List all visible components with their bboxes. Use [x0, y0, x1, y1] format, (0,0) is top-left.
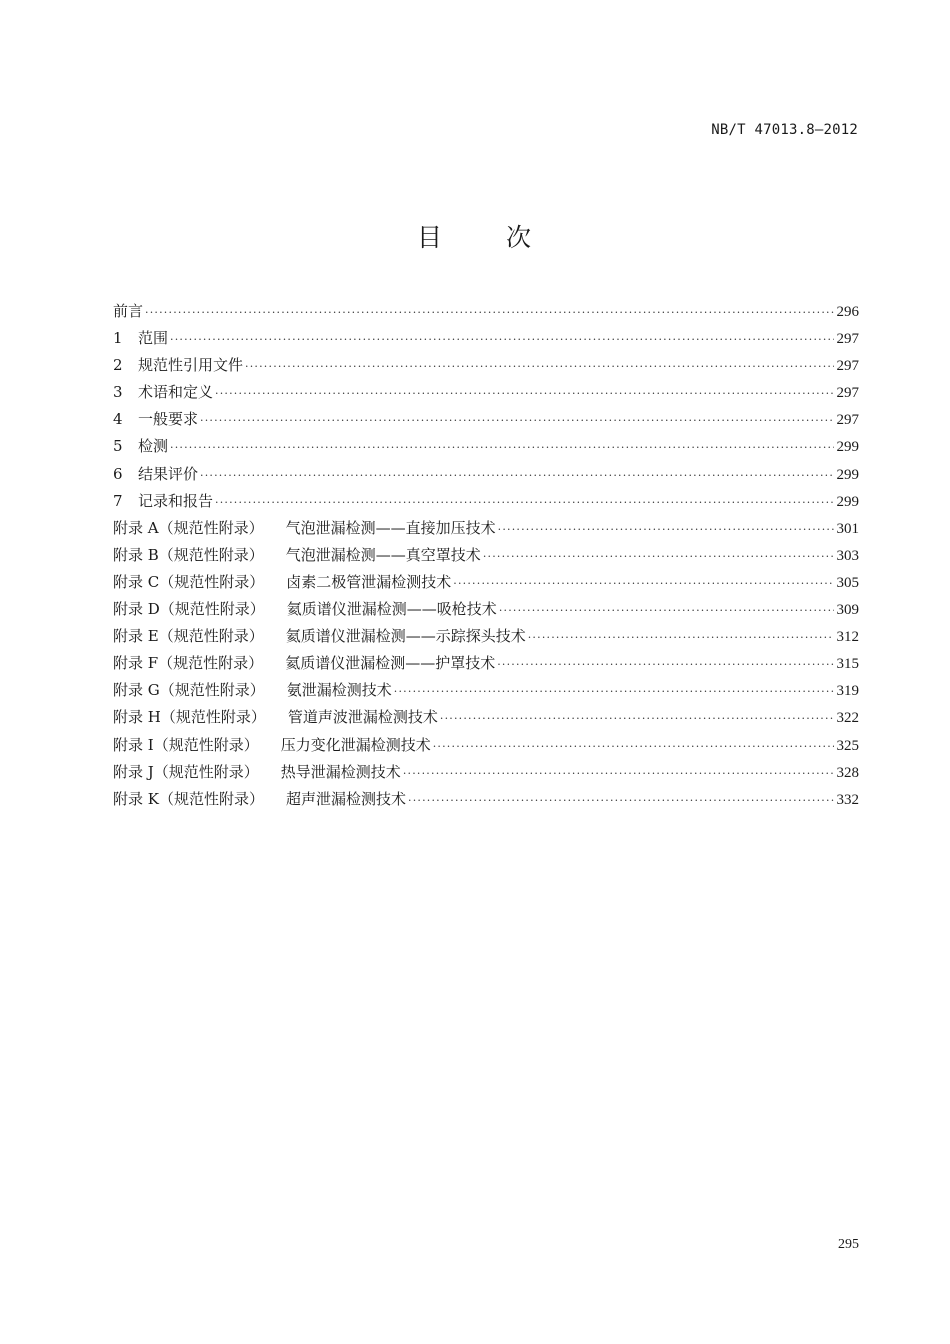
toc-entry-title: 附录 K（规范性附录）	[113, 789, 264, 808]
toc-entry-label	[113, 569, 451, 596]
toc-entry-title: 附录 F（规范性附录）	[113, 654, 264, 673]
toc-entry[interactable]	[113, 759, 859, 786]
toc-entry-label	[113, 515, 496, 542]
toc-entry-title: 规范性引用文件	[138, 356, 244, 375]
toc-entry-number: 5	[113, 437, 123, 456]
toc-entry-page: 297	[836, 385, 859, 402]
toc-entry[interactable]	[113, 650, 859, 677]
toc-dot-leader	[145, 299, 833, 326]
toc-entry-page: 297	[836, 412, 859, 429]
toc-entry[interactable]	[113, 352, 859, 379]
toc-entry-page: 297	[836, 331, 859, 348]
toc-entry[interactable]	[113, 786, 859, 813]
toc-entry-label	[113, 325, 168, 352]
toc-entry-label	[113, 542, 481, 569]
page-title	[0, 218, 950, 254]
toc-entry[interactable]	[113, 406, 859, 433]
toc-entry-title: 检测	[138, 437, 169, 456]
toc-entry-page: 328	[836, 764, 859, 781]
toc-dot-leader	[215, 489, 833, 516]
toc-entry-page: 332	[836, 791, 859, 808]
toc-entry-page: 296	[836, 304, 859, 320]
toc-entry-number: 4	[113, 410, 123, 429]
toc-entry-title: 附录 G（规范性附录）	[113, 681, 265, 700]
toc-entry-label	[113, 488, 213, 515]
toc-entry-title: 术语和定义	[138, 383, 214, 402]
toc-entry-label	[113, 623, 526, 650]
toc-entry-page: 301	[836, 520, 859, 537]
toc-entry-page: 303	[836, 547, 859, 564]
toc-entry-subtitle: 氦质谱仪泄漏检测——护罩技术	[285, 654, 496, 673]
toc-entry[interactable]	[113, 677, 859, 704]
toc-entry-title: 附录 A（规范性附录）	[113, 518, 264, 537]
toc-entry-title: 记录和报告	[138, 491, 214, 510]
toc-entry-label	[113, 461, 198, 488]
toc-dot-leader	[403, 760, 834, 787]
toc-entry[interactable]	[113, 515, 859, 542]
toc-entry-page: 299	[836, 439, 859, 456]
toc-entry-page: 312	[836, 629, 859, 646]
toc-entry[interactable]	[113, 623, 859, 650]
toc-entry[interactable]	[113, 433, 859, 460]
page-title-char-1: 目	[416, 223, 444, 252]
toc-entry-subtitle: 卤素二极管泄漏检测技术	[286, 572, 452, 591]
toc-entry-subtitle: 超声泄漏检测技术	[285, 789, 406, 808]
standard-code: NB/T 47013.8—2012	[711, 122, 858, 138]
toc-entry[interactable]	[113, 298, 859, 325]
toc-dot-leader	[433, 733, 834, 760]
toc-entry-number: 7	[113, 491, 123, 510]
toc-entry-number: 2	[113, 356, 123, 375]
toc-entry-title: 一般要求	[138, 410, 199, 429]
toc-entry-page: 309	[836, 602, 859, 619]
toc-dot-leader	[394, 678, 834, 705]
toc-entry-label	[113, 298, 143, 325]
toc-entry-number: 1	[113, 329, 123, 348]
toc-entry-page: 299	[836, 493, 859, 510]
toc-entry-title: 附录 E（规范性附录）	[113, 627, 264, 646]
toc-entry[interactable]	[113, 461, 859, 488]
toc-entry-title: 范围	[138, 329, 169, 348]
toc-entry-title: 附录 J（规范性附录）	[113, 762, 259, 781]
toc-entry-subtitle: 氨泄漏检测技术	[286, 681, 392, 700]
toc-entry[interactable]	[113, 325, 859, 352]
toc-entry-label	[113, 677, 392, 704]
toc-entry-page: 325	[836, 737, 859, 754]
toc-dot-leader	[245, 353, 833, 380]
toc-dot-leader	[408, 787, 834, 814]
toc-entry-subtitle: 管道声波泄漏检测技术	[287, 708, 438, 727]
toc-entry-label	[113, 759, 401, 786]
toc-entry-number: 6	[113, 464, 123, 483]
toc-entry-subtitle: 热导泄漏检测技术	[280, 762, 401, 781]
toc-entry-label	[113, 596, 497, 623]
toc-entry[interactable]	[113, 488, 859, 515]
toc-dot-leader	[453, 570, 833, 597]
toc-dot-leader	[497, 651, 833, 678]
toc-entry[interactable]	[113, 569, 859, 596]
toc-entry-title: 附录 D（规范性附录）	[113, 600, 265, 619]
toc-entry-subtitle: 氦质谱仪泄漏检测——吸枪技术	[286, 600, 497, 619]
toc-dot-leader	[200, 462, 833, 489]
toc-entry[interactable]	[113, 732, 859, 759]
toc-dot-leader	[170, 326, 833, 353]
toc-entry[interactable]	[113, 596, 859, 623]
toc-dot-leader	[528, 624, 834, 651]
toc-entry-page: 297	[836, 358, 859, 375]
toc-dot-leader	[200, 407, 833, 434]
toc-entry[interactable]	[113, 379, 859, 406]
toc-entry[interactable]	[113, 704, 859, 731]
toc-entry-subtitle: 压力变化泄漏检测技术	[280, 735, 431, 754]
toc-dot-leader	[483, 543, 834, 570]
page-title-char-2: 次	[506, 223, 534, 252]
toc-entry-label	[113, 379, 213, 406]
page-number: 295	[838, 1237, 859, 1252]
toc-entry-page: 319	[836, 683, 859, 700]
toc-entry-subtitle: 气泡泄漏检测——真空罩技术	[285, 545, 481, 564]
toc-dot-leader	[498, 516, 834, 543]
toc-entry-title: 结果评价	[138, 464, 199, 483]
toc-entry-page: 315	[836, 656, 859, 673]
toc-dot-leader	[170, 434, 833, 461]
toc-entry[interactable]	[113, 542, 859, 569]
toc-entry-title: 附录 I（规范性附录）	[113, 735, 259, 754]
toc-entry-title: 附录 H（规范性附录）	[113, 708, 266, 727]
toc-dot-leader	[440, 705, 834, 732]
table-of-contents	[113, 298, 859, 813]
toc-entry-label	[113, 352, 243, 379]
toc-entry-title: 前言	[113, 302, 144, 320]
toc-entry-label	[113, 650, 495, 677]
toc-entry-subtitle: 氦质谱仪泄漏检测——示踪探头技术	[285, 627, 526, 646]
toc-entry-number: 3	[113, 383, 123, 402]
toc-entry-title: 附录 C（规范性附录）	[113, 572, 265, 591]
toc-entry-page: 299	[836, 466, 859, 483]
toc-entry-label	[113, 732, 431, 759]
toc-dot-leader	[499, 597, 834, 624]
toc-entry-label	[113, 433, 168, 460]
toc-dot-leader	[215, 380, 833, 407]
toc-entry-subtitle: 气泡泄漏检测——直接加压技术	[285, 518, 496, 537]
toc-entry-title: 附录 B（规范性附录）	[113, 545, 264, 564]
toc-entry-page: 322	[836, 710, 859, 727]
toc-entry-label	[113, 406, 198, 433]
toc-entry-label	[113, 786, 406, 813]
toc-entry-page: 305	[836, 574, 859, 591]
toc-entry-label	[113, 704, 438, 731]
